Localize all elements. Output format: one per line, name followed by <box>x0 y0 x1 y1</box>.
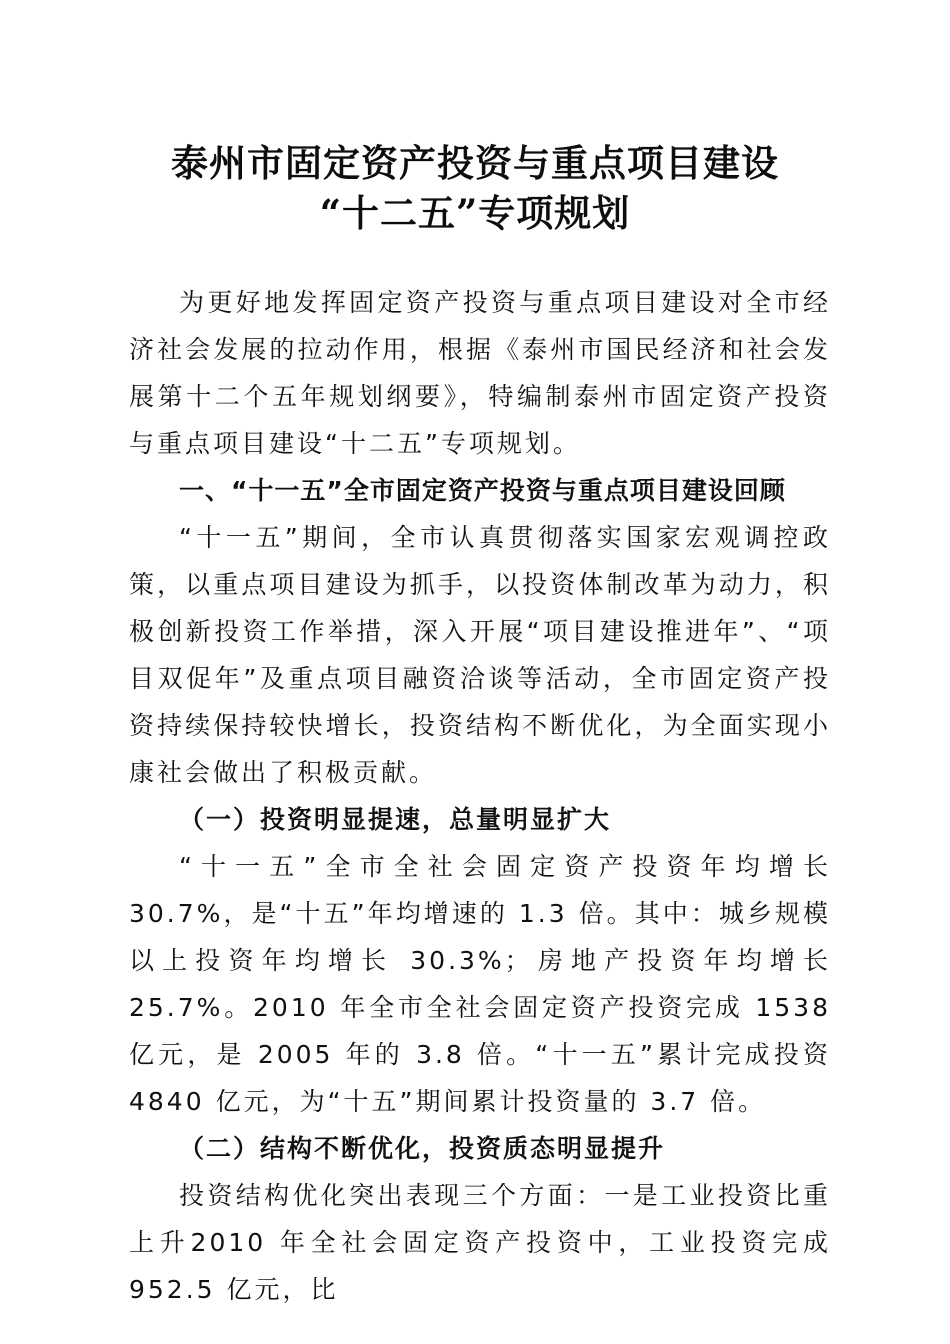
subsection-heading-2: （二）结构不断优化，投资质态明显提升 <box>179 1134 666 1163</box>
structure-paragraph: 投资结构优化突出表现三个方面：一是工业投资比重上升2010 年全社会固定资产投资中，工业投资完成 952.5 亿元，比 <box>129 1181 831 1304</box>
intro-paragraph: 为更好地发挥固定资产投资与重点项目建设对全市经济社会发展的拉动作用，根据《泰州市国民经济和社会发展第十二个五年规划纲要》，特编制泰州市固定资产投资与重点项目建设“十二五”专项规划。 <box>129 288 831 458</box>
review-paragraph: “十一五”期间，全市认真贯彻落实国家宏观调控政策，以重点项目建设为抓手，以投资体制改革为动力，积极创新投资工作举措，深入开展“项目建设推进年”、“项目双促年”及重点项目融资洽谈等活动，全市固定资产投资持续保持较快增长，投资结构不断优化，为全面实现小康社会做出了积极贡献。 <box>129 523 831 787</box>
document-title-line-1: 泰州市固定资产投资与重点项目建设 <box>171 141 779 185</box>
investment-growth-paragraph: “十一五”全市全社会固定资产投资年均增长 30.7%，是“十五”年均增速的 1.3 倍。其中：城乡规模以上投资年均增长 30.3%；房地产投资年均增长 25.7%。2010 年全市全社会固定资产投资完成 1538 亿元，是 2005 年的 3.8 倍。“十一五”累计完成投资 4840 亿元，为“十五”期间累计投资量的 3.7 倍。 <box>129 852 831 1116</box>
document-title-line-2: “十二五”专项规划 <box>319 191 631 235</box>
subsection-heading-1: （一）投资明显提速，总量明显扩大 <box>179 805 612 834</box>
section-heading-1: 一、“十一五”全市固定资产投资与重点项目建设回顾 <box>179 476 786 505</box>
document-body <box>129 279 831 1313</box>
